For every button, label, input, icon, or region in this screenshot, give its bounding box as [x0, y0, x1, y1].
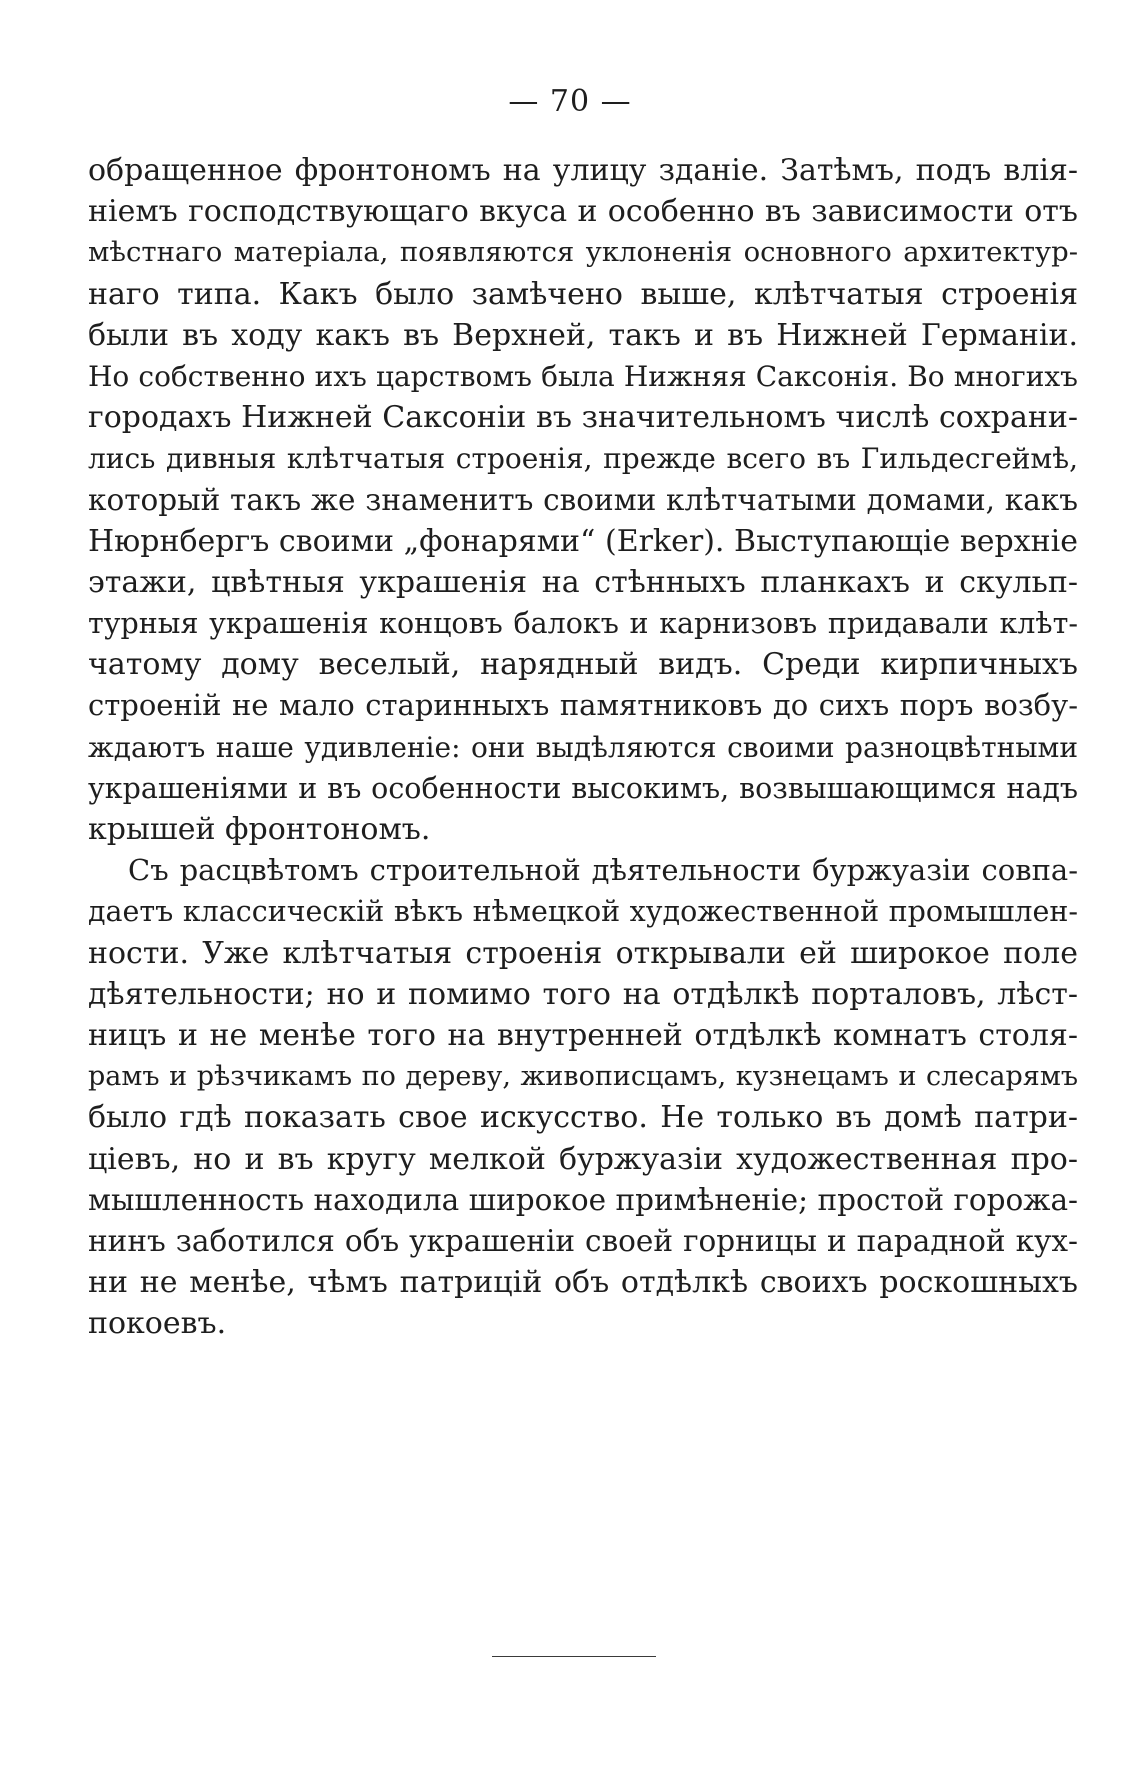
text-line: ности. Уже клѣтчатыя строенія открывали ей широкое поле	[88, 935, 1078, 971]
text-line: даетъ классическій вѣкъ нѣмецкой художественной промышлен-	[88, 895, 1078, 929]
page-number: — 70 —	[508, 84, 632, 119]
paragraph	[88, 150, 1078, 850]
text-line: обращенное фронтономъ на улицу зданіе. Затѣмъ, подъ влія-	[88, 153, 1078, 188]
text-line: Но собственно ихъ царствомъ была Нижняя Саксонія. Во многихъ	[88, 359, 1078, 393]
text-line: ни не менѣе, чѣмъ патрицій объ отдѣлкѣ своихъ роскошныхъ	[88, 1265, 1078, 1301]
paragraph	[88, 850, 1078, 1344]
text-line: рамъ и рѣзчикамъ по дереву, живописцамъ, кузнецамъ и слесарямъ	[88, 1061, 1078, 1093]
text-line: было гдѣ показать свое искусство. Не только въ домѣ патри-	[88, 1100, 1078, 1136]
text-line: покоевъ.	[88, 1306, 227, 1342]
text-line: турныя украшенія концовъ балокъ и карнизовъ придавали клѣт-	[88, 607, 1078, 641]
text-line: были въ ходу какъ въ Верхней, такъ и въ Нижней Германіи.	[88, 317, 1078, 353]
body-text	[88, 150, 1078, 1344]
text-line: крышей фронтономъ.	[88, 812, 431, 847]
text-line: ницъ и не менѣе того на внутренней отдѣлкѣ комнатъ столя-	[88, 1017, 1078, 1053]
text-line: дѣятельности; но и помимо того на отдѣлкѣ порталовъ, лѣст-	[88, 976, 1078, 1012]
text-line: ждаютъ наше удивленіе: они выдѣляются своими разноцвѣтными	[88, 730, 1078, 764]
end-rule-divider	[492, 1656, 656, 1657]
text-line: нинъ заботился объ украшеніи своей горницы и парадной кух-	[88, 1223, 1078, 1258]
text-line: строеній не мало старинныхъ памятниковъ до сихъ поръ возбу-	[88, 688, 1078, 723]
text-line: лись дивныя клѣтчатыя строенія, прежде всего въ Гильдесгеймѣ,	[88, 442, 1078, 476]
text-line: чатому дому веселый, нарядный видъ. Среди кирпичныхъ	[88, 647, 1078, 683]
text-line: мѣстнаго матеріала, появляются уклоненія основного архитектур-	[88, 236, 1078, 269]
text-line: наго типа. Какъ было замѣчено выше, клѣтчатыя строенія	[88, 276, 1078, 312]
text-line: ціевъ, но и въ кругу мелкой буржуазіи художественная про-	[88, 1141, 1078, 1177]
text-line: этажи, цвѣтныя украшенія на стѣнныхъ планкахъ и скульп-	[88, 564, 1078, 600]
text-line: городахъ Нижней Саксоніи въ значительномъ числѣ сохрани-	[88, 400, 1078, 436]
text-line: украшеніями и въ особенности высокимъ, возвышающимся надъ	[88, 771, 1078, 805]
text-line: Съ расцвѣтомъ строительной дѣятельности буржуазіи совпа-	[128, 853, 1078, 888]
text-line: мышленность находила широкое примѣненіе; простой горожа-	[88, 1182, 1078, 1217]
text-line: Нюрнбергъ своими „фонарями“ (Erker). Выступающіе верхніе	[88, 523, 1078, 559]
text-line: который такъ же знаменитъ своими клѣтчатыми домами, какъ	[88, 482, 1078, 517]
text-line: ніемъ господствующаго вкуса и особенно въ зависимости отъ	[88, 194, 1078, 230]
